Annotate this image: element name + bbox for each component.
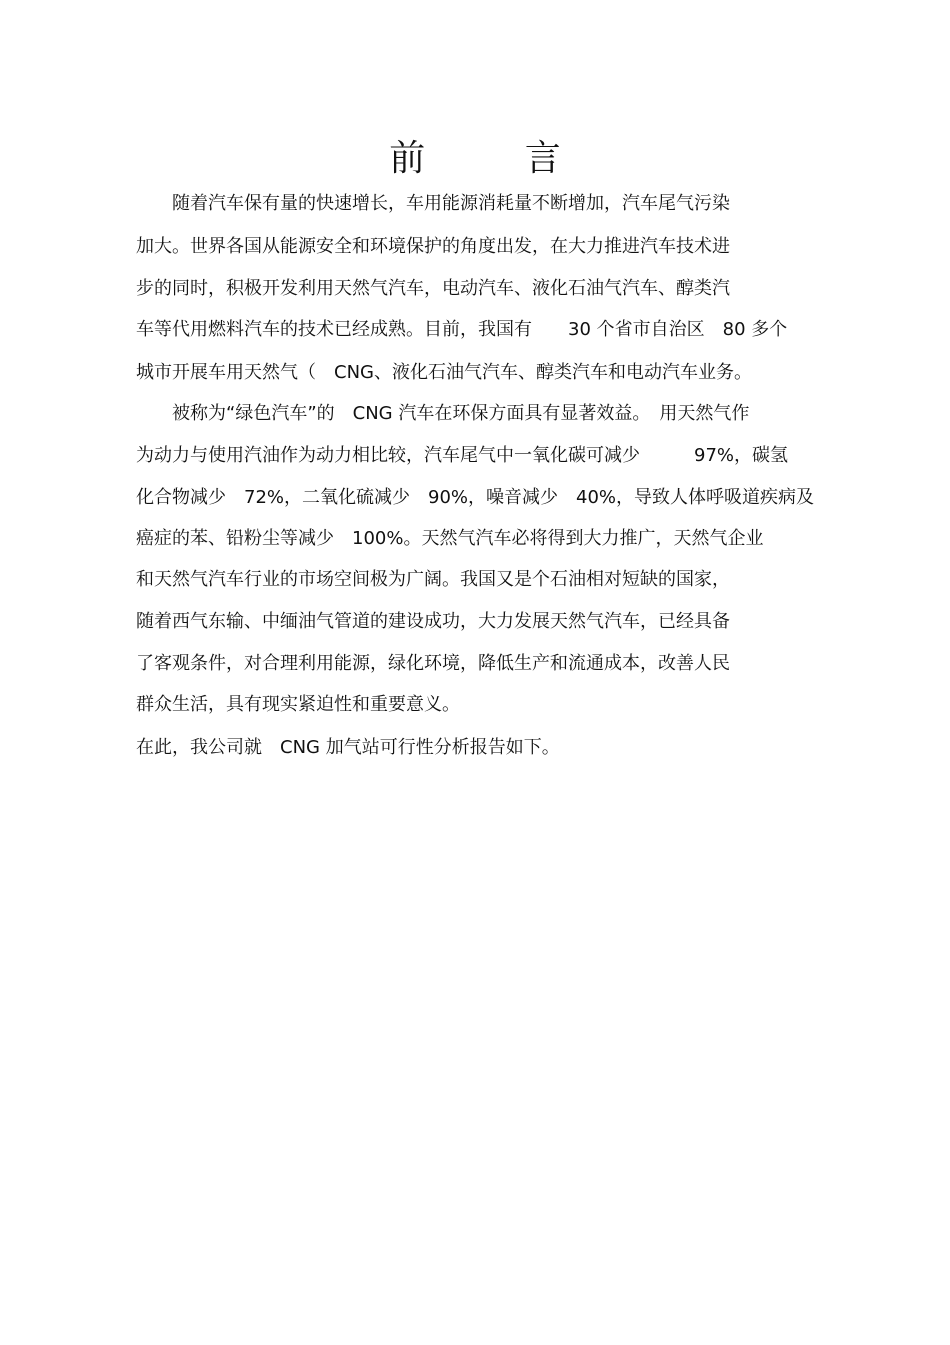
body-line-10: 和天然气汽车行业的市场空间极为广阔。我国又是个石油相对短缺的国家，	[136, 569, 730, 590]
body-line-14: 在此，我公司就 CNG 加气站可行性分析报告如下。	[136, 737, 560, 758]
body-line-13: 群众生活，具有现实紧迫性和重要意义。	[136, 694, 460, 715]
body-line-7: 为动力与使用汽油作为动力相比较，汽车尾气中一氧化碳可减少 97%，碳氢	[136, 445, 789, 466]
body-line-9: 癌症的苯、铅粉尘等减少 100%。天然气汽车必将得到大力推广，天然气企业	[136, 528, 764, 549]
body-line-8: 化合物减少 72%，二氧化硫减少 90%，噪音减少 40%，导致人体呼吸道疾病及	[136, 487, 815, 508]
body-line-6: 被称为“绿色汽车”的 CNG 汽车在环保方面具有显著效益。 用天然气作	[136, 403, 750, 424]
body-line-2: 加大。世界各国从能源安全和环境保护的角度出发，在大力推进汽车技术进	[136, 236, 730, 257]
body-line-5: 城市开展车用天然气（ CNG、液化石油气汽车、醇类汽车和电动汽车业务。	[136, 362, 752, 383]
body-line-4: 车等代用燃料汽车的技术已经成熟。目前，我国有 30 个省市自治区 80 多个	[136, 319, 788, 340]
body-line-1: 随着汽车保有量的快速增长，车用能源消耗量不断增加，汽车尾气污染	[136, 193, 730, 214]
body-line-11: 随着西气东输、中缅油气管道的建设成功，大力发展天然气汽车，已经具备	[136, 611, 730, 632]
body-line-3: 步的同时，积极开发利用天然气汽车，电动汽车、液化石油气汽车、醇类汽	[136, 278, 730, 299]
page-title: 前 言	[389, 138, 605, 179]
body-line-12: 了客观条件，对合理利用能源，绿化环境，降低生产和流通成本，改善人民	[136, 653, 730, 674]
